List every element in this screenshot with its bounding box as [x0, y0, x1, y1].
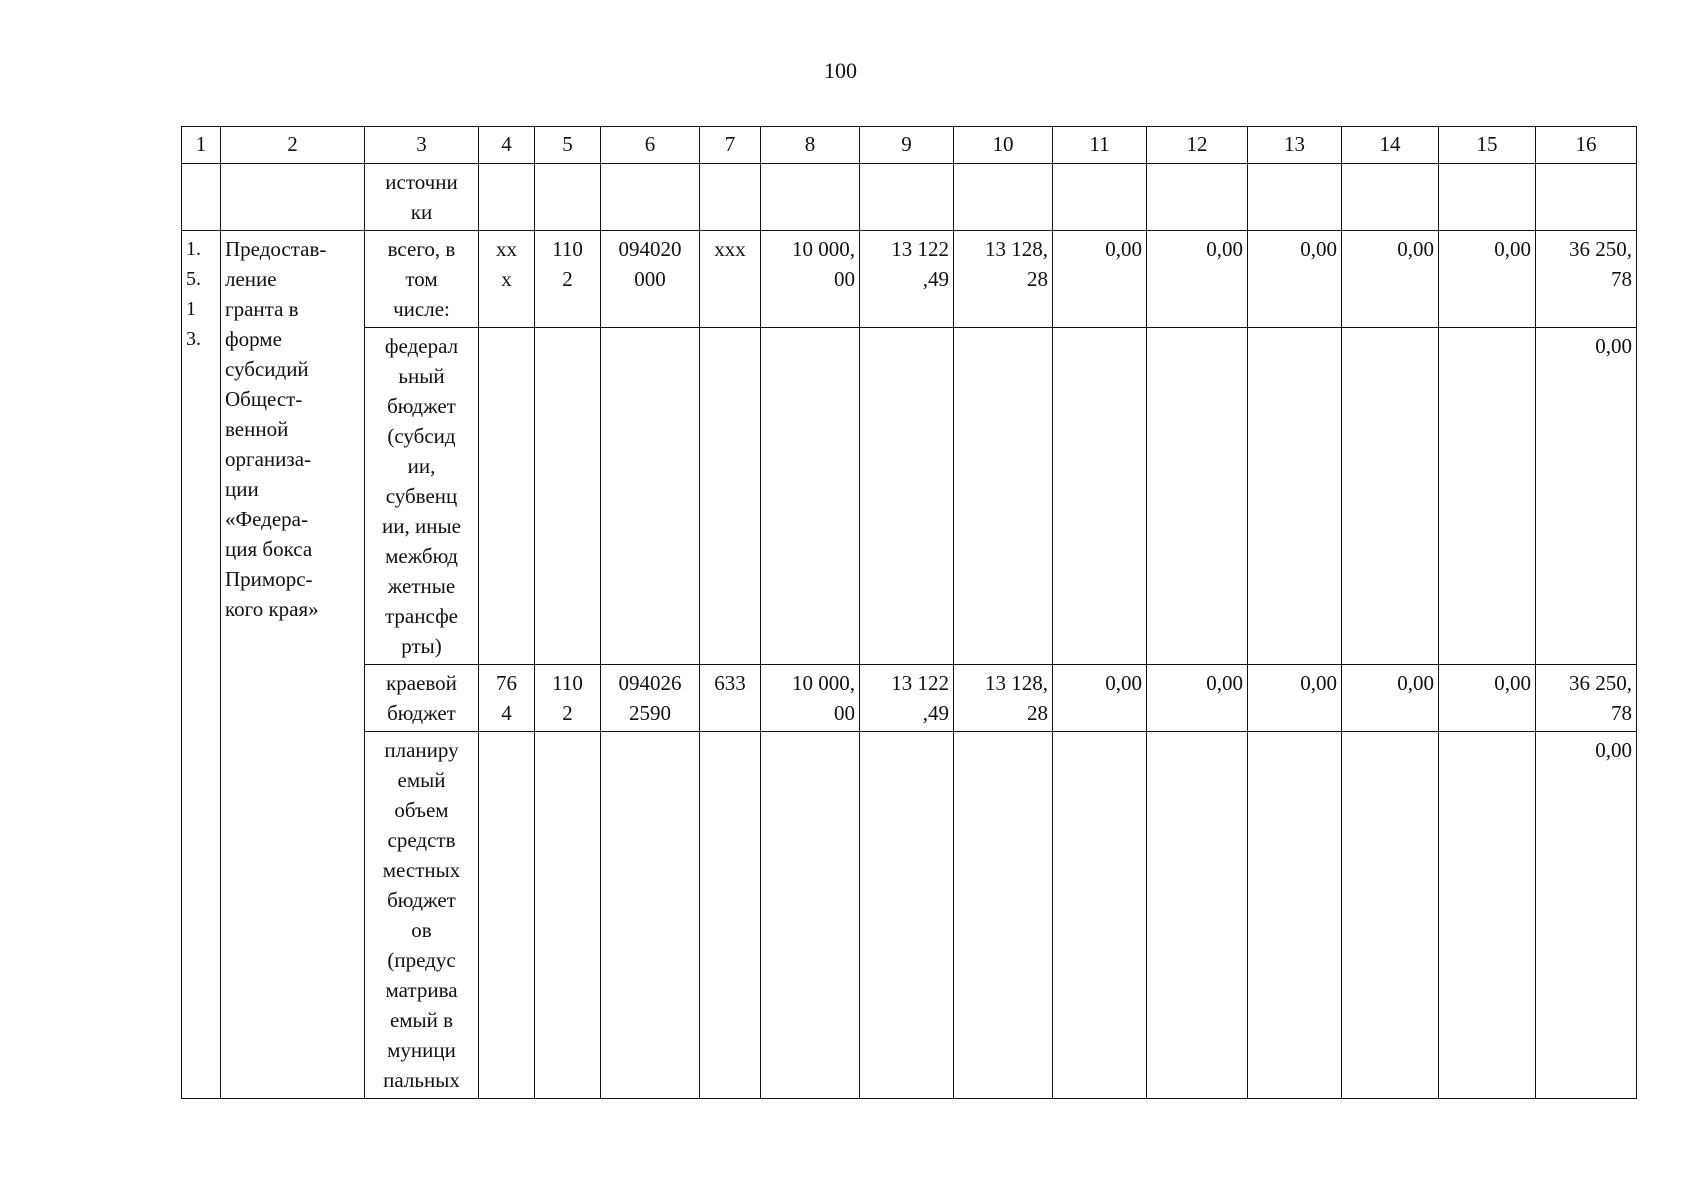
- source-cell: федерал ьный бюджет (субсид ии, субвенц ии, иные межбюд жетные трансфе рты): [365, 328, 479, 665]
- table-cell: [1439, 328, 1536, 665]
- col-number: 10: [954, 127, 1053, 164]
- table-cell: 094026 2590: [601, 665, 700, 732]
- table-row-regional: [182, 665, 1637, 732]
- table-cell: [535, 732, 601, 1099]
- table-cell: [954, 164, 1053, 231]
- col-number: 5: [535, 127, 601, 164]
- table-cell: [954, 328, 1053, 665]
- col-number: 6: [601, 127, 700, 164]
- table-cell: 0,00: [1053, 665, 1147, 732]
- col-number: 13: [1248, 127, 1342, 164]
- table-cell: [1439, 164, 1536, 231]
- table-cell: 094020 000: [601, 231, 700, 328]
- table-cell: 13 128, 28: [954, 665, 1053, 732]
- table-cell: [601, 164, 700, 231]
- page-number: 100: [824, 58, 857, 83]
- table-row-federal: [182, 328, 1637, 665]
- table-cell: 36 250, 78: [1536, 231, 1637, 328]
- col-number: 8: [761, 127, 860, 164]
- table-cell: [479, 164, 535, 231]
- table-cell: 13 122 ,49: [860, 231, 954, 328]
- table-cell: ххх: [700, 231, 761, 328]
- table-row-total: [182, 231, 1637, 328]
- source-cell: источни ки: [365, 164, 479, 231]
- item-number: 1. 5. 1 3.: [182, 231, 221, 1099]
- budget-table: [181, 126, 1637, 1099]
- table-cell: 13 122 ,49: [860, 665, 954, 732]
- table-cell: [1053, 328, 1147, 665]
- col-number: 3: [365, 127, 479, 164]
- source-cell: планиру емый объем средств местных бюджет ов (предус матрива емый в муници пальных: [365, 732, 479, 1099]
- table-cell: 0,00: [1147, 665, 1248, 732]
- table-row-local: [182, 732, 1637, 1099]
- col-number: 12: [1147, 127, 1248, 164]
- table-cell: [1342, 164, 1439, 231]
- table-cell: [1248, 328, 1342, 665]
- col-number: 14: [1342, 127, 1439, 164]
- col-number: 4: [479, 127, 535, 164]
- table-cell: [535, 328, 601, 665]
- column-number-row: [182, 127, 1637, 164]
- table-cell: [1342, 328, 1439, 665]
- table-cell: [479, 328, 535, 665]
- item-name: Предостав- ление гранта в форме субсидий Общест- венной организа- ции «Федера- ция бокса Приморс- кого края»: [221, 231, 365, 1099]
- table-cell: 0,00: [1342, 665, 1439, 732]
- table-cell: [1439, 732, 1536, 1099]
- table-cell: [1147, 164, 1248, 231]
- table-cell: [601, 328, 700, 665]
- table-cell: 0,00: [1342, 231, 1439, 328]
- table-cell: [700, 328, 761, 665]
- table-cell: 0,00: [1053, 231, 1147, 328]
- col-number: 11: [1053, 127, 1147, 164]
- table-cell: 10 000, 00: [761, 231, 860, 328]
- table-cell: [700, 732, 761, 1099]
- table-cell: [860, 732, 954, 1099]
- table-cell: [700, 164, 761, 231]
- col-number: 2: [221, 127, 365, 164]
- table-cell: [1053, 732, 1147, 1099]
- table-cell: [860, 164, 954, 231]
- table-cell: [761, 328, 860, 665]
- table-cell: 0,00: [1147, 231, 1248, 328]
- table-cell: 10 000, 00: [761, 665, 860, 732]
- table-cell: [1248, 164, 1342, 231]
- table-cell: [1147, 732, 1248, 1099]
- table-cell: 0,00: [1439, 231, 1536, 328]
- table-cell: 633: [700, 665, 761, 732]
- table-cell: 0,00: [1248, 231, 1342, 328]
- table-cell: [221, 164, 365, 231]
- table-cell: [1248, 732, 1342, 1099]
- table-cell: [182, 164, 221, 231]
- table-cell: 110 2: [535, 231, 601, 328]
- col-number: 15: [1439, 127, 1536, 164]
- col-number: 1: [182, 127, 221, 164]
- table-cell: [479, 732, 535, 1099]
- col-number: 16: [1536, 127, 1637, 164]
- table-cell: [1053, 164, 1147, 231]
- table-cell: [761, 164, 860, 231]
- table-cell: [1147, 328, 1248, 665]
- table-cell: [954, 732, 1053, 1099]
- table-cell: 76 4: [479, 665, 535, 732]
- table-cell: [761, 732, 860, 1099]
- table-cell: [535, 164, 601, 231]
- table-cell: 0,00: [1536, 732, 1637, 1099]
- col-number: 7: [700, 127, 761, 164]
- table-cell: [860, 328, 954, 665]
- table-cell: 0,00: [1248, 665, 1342, 732]
- source-cell: всего, в том числе:: [365, 231, 479, 328]
- table-cell: 0,00: [1536, 328, 1637, 665]
- table-row-continued: [182, 164, 1637, 231]
- table-cell: 110 2: [535, 665, 601, 732]
- table-cell: [601, 732, 700, 1099]
- table-cell: [1536, 164, 1637, 231]
- table-cell: 13 128, 28: [954, 231, 1053, 328]
- table-cell: 36 250, 78: [1536, 665, 1637, 732]
- source-cell: краевой бюджет: [365, 665, 479, 732]
- table-cell: [1342, 732, 1439, 1099]
- col-number: 9: [860, 127, 954, 164]
- table-cell: хх х: [479, 231, 535, 328]
- table-cell: 0,00: [1439, 665, 1536, 732]
